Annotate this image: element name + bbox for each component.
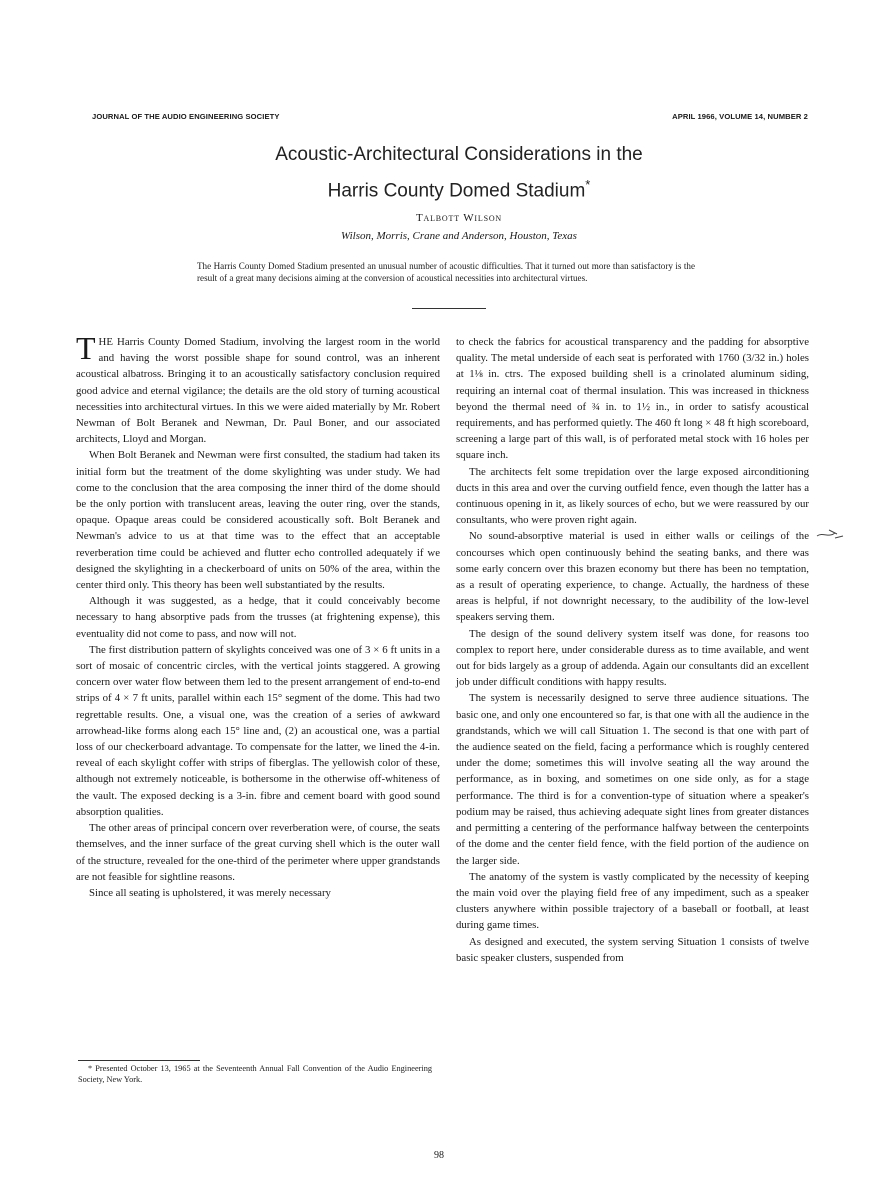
title-line-2-wrap xyxy=(100,170,818,206)
title-footnote-mark: * xyxy=(585,177,591,192)
footnote: * Presented October 13, 1965 at the Seventeenth Annual Fall Convention of the Audio Engineering Society, New York. xyxy=(78,1064,432,1084)
body-column-right xyxy=(456,334,809,966)
margin-annotation-mark xyxy=(815,524,847,546)
running-header xyxy=(92,112,808,121)
section-divider xyxy=(412,308,486,309)
paragraph: Although it was suggested, as a hedge, that it could conceivably become necessary to hang absorptive pads from the trusses (at frightening expense), this eventuality did not come to pass, and now will not. xyxy=(76,595,440,640)
paragraph: The architects felt some trepidation over the large exposed airconditioning ducts in this area and over the curving outfield fence, even though the latter has a continuous opening in it, as likely sources of echo, but we were reassured by our consultants, who were proven right again. xyxy=(456,465,809,527)
paragraph: When Bolt Beranek and Newman were first consulted, the stadium had taken its initial form but the treatment of the dome skylighting was under study. We had come to the conclusion that the area composing the inner third of the dome should be the only portion with translucent areas, leaving the outer ring, over the stands, opaque. Opaque areas could be considered acoustically soft. Bolt Beranek and Newman's advice to us at that time was to the effect that an acceptable reverberation time could be achieved and flutter echo controlled adequately if we designed the skylighting in a checkerboard of units on 50% of the area, within the center third only. This theory has been well substantiated by the results. xyxy=(76,449,440,592)
article-title xyxy=(100,140,818,206)
author-affiliation: Wilson, Morris, Crane and Anderson, Houston, Texas xyxy=(341,230,577,242)
title-line-2: Harris County Domed Stadium xyxy=(327,180,586,202)
footnote-rule xyxy=(78,1060,200,1061)
paragraph: No sound-absorptive material is used in either walls or ceilings of the concourses which open continuously behind the seating banks, and there was some early concern over this brazen economy but there has been no temptation, as a result of operating experience, to change. Actually, the hardness of these areas is helpful, if not downright necessary, to the audibility of the low-level speakers serving them. xyxy=(456,530,809,624)
journal-name: JOURNAL OF THE AUDIO ENGINEERING SOCIETY xyxy=(92,112,280,121)
title-line-1: Acoustic-Architectural Considerations in the xyxy=(275,144,643,165)
paragraph: The other areas of principal concern over reverberation were, of course, the seats themselves, and the inner surface of the great curving shell which is the outer wall of the structure, revealed for the one-third of the perimeter where upper grandstands are not feasible for sightline reasons. xyxy=(76,822,440,883)
body-column-left xyxy=(76,330,440,901)
page-number: 98 xyxy=(434,1150,444,1161)
paragraph: The system is necessarily designed to serve three audience situations. The basic one, and only one encountered so far, is that one with all the audience in the grandstands, which we will call Situation 1. The second is that one with part of the audience seated on the field, facing a performance which is roughly centered under the dome; sometimes this will involve seating all the way around the performance, as in boxing, and sometimes on one side only, as for a stage performance. The third is for a convention-type of situation where a speaker's podium may be raised, thus achieving adequate sight lines from greater distances and permitting a centering of the performance halfway between the centerpoints of the dome and the center field fence, with the field portion of the audience on the larger side. xyxy=(456,692,809,867)
paragraph: As designed and executed, the system serving Situation 1 consists of twelve basic speaker clusters, suspended from xyxy=(456,935,809,964)
paragraph: The first distribution pattern of skylights conceived was one of 3 × 6 ft units in a sort of mosaic of concentric circles, with the vertical joints staggered. A growing concern over water flow between them led to the present arrangement of end-to-end strips of 4 × 7 ft units, parallel within each 15° segment of the dome. This had two regrettable results. One, a visual one, was the creation of a series of awkward arrowhead-like forms along each 15° line and, (2) an acoustical one, was a partial loss of our checkerboard advantage. To compensate for the latter, we lined the 4-in. reveal of each skylight coffer with strips of fiberglas. The yellowish color of these, although not extremely noticeable, is bothersome in the otherwise off-whiteness of the vault. The exposed decking is a 3-in. fibre and cement board with good sound absorption qualities. xyxy=(76,643,440,818)
paragraph xyxy=(76,330,440,447)
author-name: Talbott Wilson xyxy=(416,212,502,224)
drop-cap: T xyxy=(76,330,96,366)
paragraph: The anatomy of the system is vastly complicated by the necessity of keeping the main void over the playing field free of any impediment, such as a speaker clusters anywhere within possible trajectory of a baseball or football, at least during game times. xyxy=(456,870,809,932)
paragraph: Since all seating is upholstered, it was merely necessary xyxy=(89,886,331,899)
paragraph-text: HE Harris County Domed Stadium, involving the largest room in the world and having the worst possible shape for sound control, was an inherent acoustical albatross. Bringing it to an acoustically satisfactory conclusion required good advice and eternal vigilance; the details are the old story of turning acoustical necessities into architectural virtues. In this we were aided materially by Mr. Robert Newman of Bolt Beranek and Newman, Dr. Paul Boner, and our associated architects, Lloyd and Morgan. xyxy=(76,336,440,446)
abstract: The Harris County Domed Stadium presented an unusual number of acoustic difficulties. That it turned out more than satisfactory is the result of a great many decisions aiming at the conversion of acoustical necessities into architectural virtues. xyxy=(197,261,695,283)
paragraph: to check the fabrics for acoustical transparency and the padding for absorptive quality. The metal underside of each seat is perforated with 1760 (3/32 in.) holes at 1⅛ in. ctrs. The exposed building shell is a crinolated aluminum siding, requiring an internal coat of thermal insulation. This was increased in thickness beyond the thermal need of ¾ in. to 1½ in., in order to satisfy acoustical requirements, and has performed quietly. The 460 ft long × 48 ft high scoreboard, screening a large part of this wall, is of perforated metal stock with 16 holes per square inch. xyxy=(456,336,809,462)
paragraph: The design of the sound delivery system itself was done, for reasons too complex to report here, under considerable duress as to time available, and went out for bids largely as a group of addenda. Again our consultants did an excellent job under difficult conditions with happy results. xyxy=(456,627,809,689)
issue-info: APRIL 1966, VOLUME 14, NUMBER 2 xyxy=(672,112,808,121)
